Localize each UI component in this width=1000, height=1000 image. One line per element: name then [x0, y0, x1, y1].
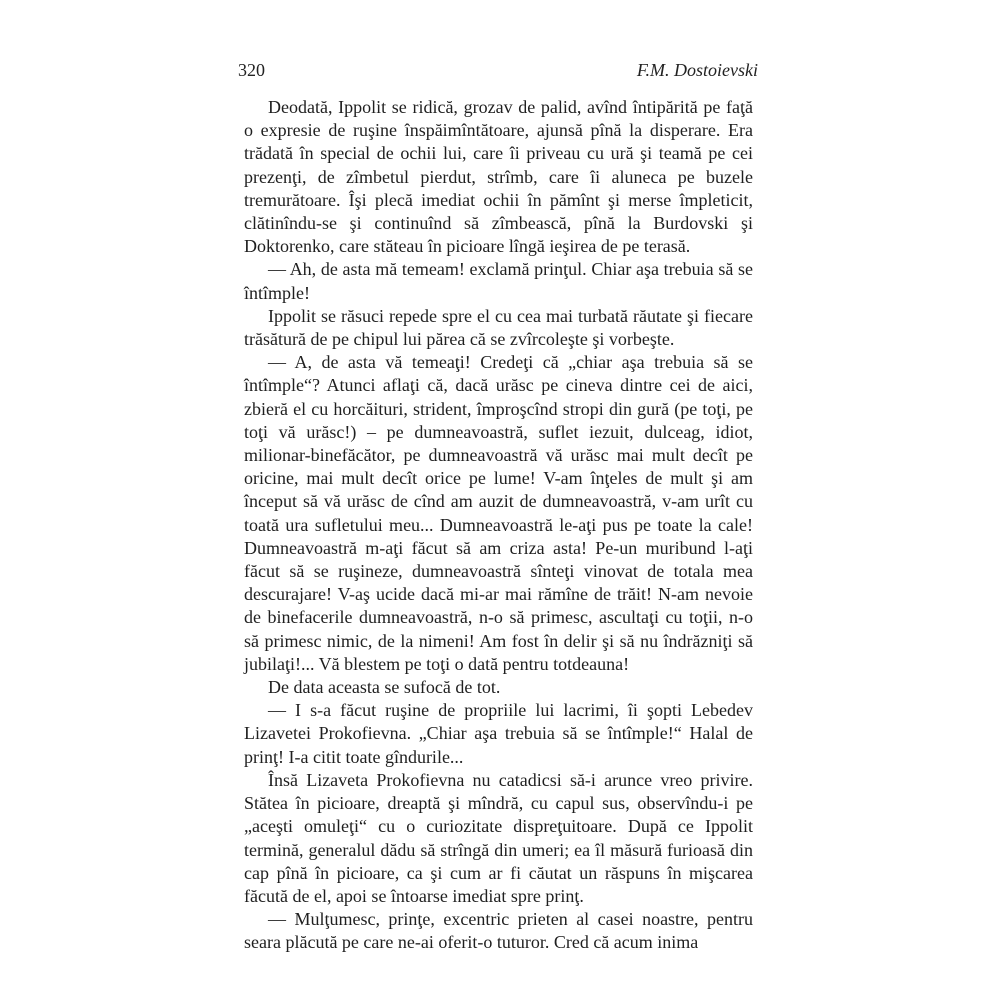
paragraph: Însă Lizaveta Prokofievna nu catadicsi să-i arunce vreo privire. Stătea în picioare, dreaptă şi mîndră, cu capul sus, observîndu-i pe „aceşti omuleţi“ cu o curiozitate dispreţuitoare. După ce Ippolit termină, generalul dădu să strîngă din umeri; ea îl măsură furioasă din cap pînă în picioare, ca şi cum ar fi căutat un răspuns în mişcarea făcută de el, apoi se întoarse imediat spre prinţ. — [244, 769, 753, 906]
paragraph: — I s-a făcut ruşine de propriile lui lacrimi, îi şopti Lebedev Lizavetei Prokofievna. „Chiar aşa trebuia să se întîmple!“ Halal de prinţ! I-a citit toate gîndurile... — [244, 700, 753, 767]
paragraph: — Ah, de asta mă temeam! exclamă prinţul. Chiar aşa trebuia să se întîmple! — [244, 259, 753, 303]
paragraph: De data aceasta se sufocă de tot. — [268, 677, 501, 698]
page-header — [238, 60, 758, 86]
paragraph: — Mulţumesc, prinţe, excentric prieten al casei noastre, pentru seara plăcută pe care ne-ai oferit-o tuturor. Cred că acum inima — [244, 909, 753, 953]
paragraph: Ippolit se răsuci repede spre el cu cea mai turbată răutate şi fiecare trăsătură de pe chipul lui părea că se zvîrcoleşte şi vorbeşte. — [244, 305, 753, 350]
paragraph: Deodată, Ippolit se ridică, grozav de palid, avînd întipărită pe faţă o expresie de ruşine înspăimîntătoare, ajunsă pînă la disperare. Era trădată în special de ochii lui, care îi priveau cu ură şi teamă pe cei prezenţi, de zîmbetul pierdut, strîmb, care îi aluneca pe buzele tremurătoare. Îşi plecă imediat ochii în pămînt şi merse împleticit, clătinîndu-se şi continuînd să zîmbească, pînă la Burdovski şi Doktorenko, care stăteau în picioare lîngă ieşirea de pe terasă. — [244, 97, 753, 257]
body-text — [244, 96, 753, 955]
running-head-author: F.M. Dostoievski — [636, 60, 758, 80]
paragraph: — A, de asta vă temeaţi! Credeţi că „chiar aşa trebuia să se întîmple“? Atunci aflaţi că, dacă urăsc pe cineva dintre cei de aici, zbieră el cu horcăituri, strident, împroşcînd stropi din gură (pe toţi, pe toţi vă urăsc!) – pe dumneavoastră, suflet iezuit, dulceag, idiot, milionar-binefăcător, pe dumneavoastră vă urăsc mai mult decît pe oricine, mai mult decît orice pe lume! V-am înţeles de mult şi am început să vă urăsc de cînd am auzit de dumneavoastră, v-am urît cu toată ura sufletului meu... Dumneavoastră le-aţi pus pe toate la cale! Dumneavoastră m-aţi făcut să am criza asta! Pe-un muribund l-aţi făcut să se ruşineze, dumneavoastră sînteţi vinovat de totala mea descurajare! V-aş ucide dacă mi-ar mai rămîne de trăit! N-am nevoie de binefacerile dumneavoastră, n-o să primesc, ascultaţi cu toţii, n-o să primesc nimic, de la nimeni! Am fost în delir şi să nu îndrăzniţi să jubilaţi!... Vă blestem pe toţi o dată pentru totdeauna! — [244, 352, 753, 674]
page-number: 320 — [238, 60, 265, 80]
